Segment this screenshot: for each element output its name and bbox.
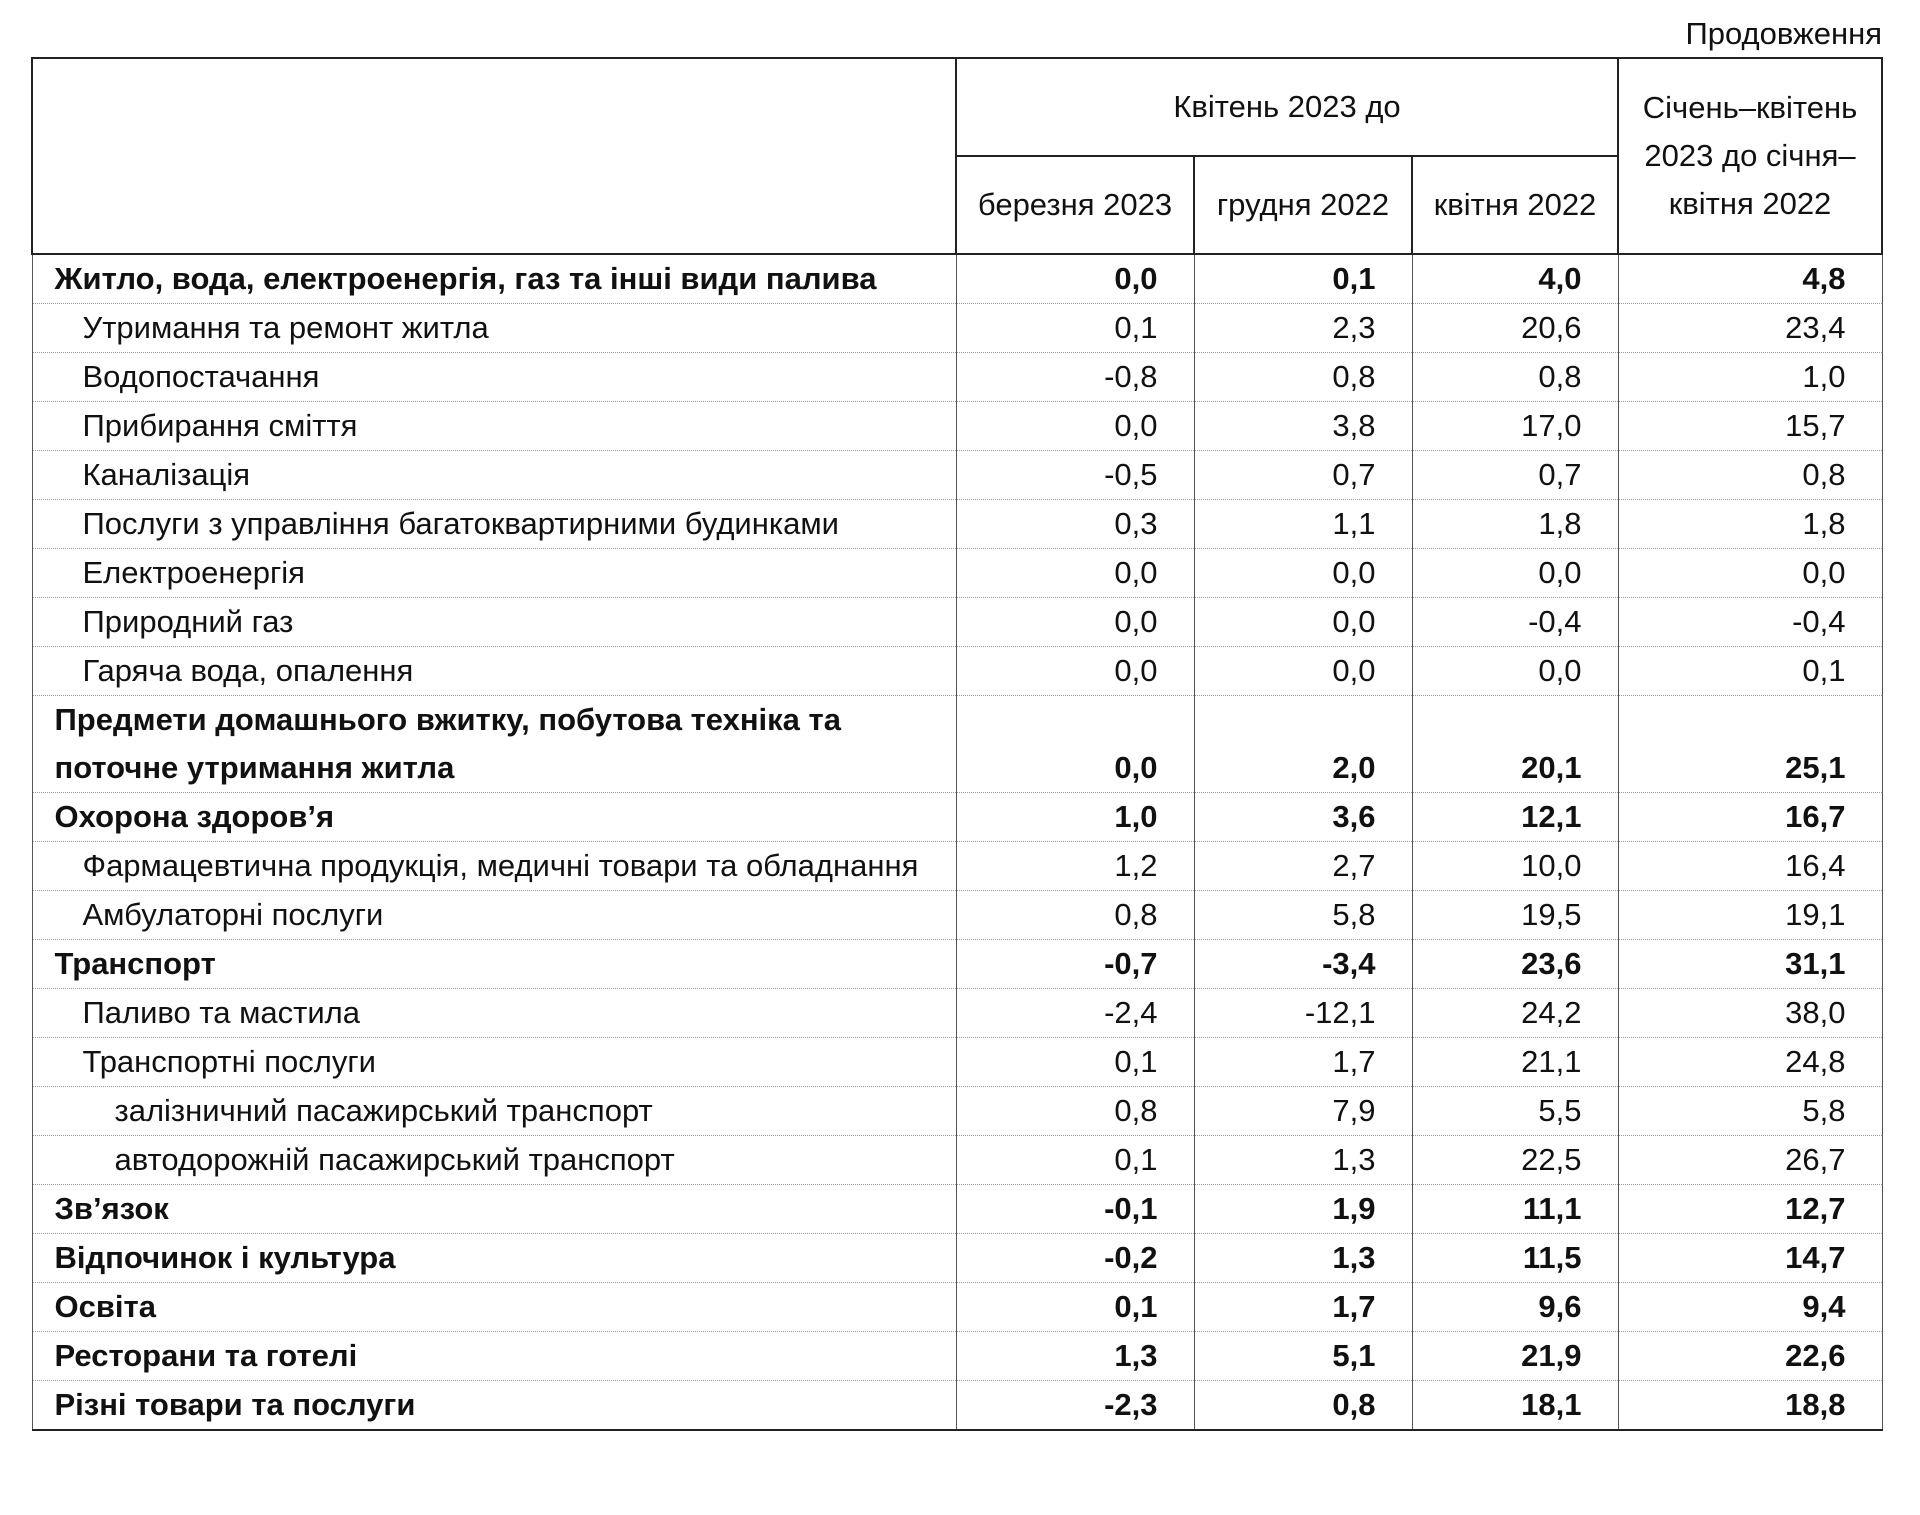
value-december-2022: -12,1 bbox=[1194, 989, 1412, 1038]
value-april-2022: 0,8 bbox=[1412, 353, 1618, 402]
value-december-2022: 1,1 bbox=[1194, 500, 1412, 549]
row-label: Каналізація bbox=[32, 451, 956, 500]
price-index-table bbox=[31, 57, 1883, 1431]
value-march-2023: 0,1 bbox=[956, 1136, 1194, 1185]
value-march-2023: -0,8 bbox=[956, 353, 1194, 402]
value-cumulative: 1,8 bbox=[1618, 500, 1882, 549]
table-row bbox=[32, 647, 1882, 696]
table-row bbox=[32, 598, 1882, 647]
value-december-2022: 0,7 bbox=[1194, 451, 1412, 500]
row-label: Відпочинок і культура bbox=[32, 1234, 956, 1283]
value-december-2022: 0,0 bbox=[1194, 598, 1412, 647]
value-december-2022: 7,9 bbox=[1194, 1087, 1412, 1136]
row-label: Амбулаторні послуги bbox=[32, 891, 956, 940]
row-label: Освіта bbox=[32, 1283, 956, 1332]
row-label: Водопостачання bbox=[32, 353, 956, 402]
header-col-december-2022: грудня 2022 bbox=[1194, 156, 1412, 254]
value-april-2022: 12,1 bbox=[1412, 793, 1618, 842]
value-cumulative: 15,7 bbox=[1618, 402, 1882, 451]
row-label: залізничний пасажирський транспорт bbox=[32, 1087, 956, 1136]
value-april-2022: 19,5 bbox=[1412, 891, 1618, 940]
value-cumulative: 26,7 bbox=[1618, 1136, 1882, 1185]
value-april-2022: 18,1 bbox=[1412, 1381, 1618, 1431]
value-cumulative: 5,8 bbox=[1618, 1087, 1882, 1136]
value-april-2022: 23,6 bbox=[1412, 940, 1618, 989]
value-april-2022: 9,6 bbox=[1412, 1283, 1618, 1332]
value-december-2022: 0,0 bbox=[1194, 647, 1412, 696]
value-april-2022: 0,0 bbox=[1412, 647, 1618, 696]
continuation-label: Продовження bbox=[1685, 16, 1882, 51]
row-label: Зв’язок bbox=[32, 1185, 956, 1234]
row-label: Гаряча вода, опалення bbox=[32, 647, 956, 696]
value-march-2023: 1,3 bbox=[956, 1332, 1194, 1381]
row-label: Прибирання сміття bbox=[32, 402, 956, 451]
value-december-2022: 1,7 bbox=[1194, 1038, 1412, 1087]
value-cumulative: -0,4 bbox=[1618, 598, 1882, 647]
row-label: Утримання та ремонт житла bbox=[32, 304, 956, 353]
value-march-2023: -0,7 bbox=[956, 940, 1194, 989]
header-col-april-2022: квітня 2022 bbox=[1412, 156, 1618, 254]
row-label: автодорожній пасажирський транспорт bbox=[32, 1136, 956, 1185]
value-march-2023: 1,0 bbox=[956, 793, 1194, 842]
table-row bbox=[32, 304, 1882, 353]
value-april-2022: 0,7 bbox=[1412, 451, 1618, 500]
value-march-2023: -2,3 bbox=[956, 1381, 1194, 1431]
table-row bbox=[32, 1283, 1882, 1332]
value-cumulative: 22,6 bbox=[1618, 1332, 1882, 1381]
row-label: Електроенергія bbox=[32, 549, 956, 598]
value-december-2022: 2,7 bbox=[1194, 842, 1412, 891]
value-april-2022: 20,6 bbox=[1412, 304, 1618, 353]
table-row bbox=[32, 549, 1882, 598]
value-march-2023: -0,5 bbox=[956, 451, 1194, 500]
table-row bbox=[32, 842, 1882, 891]
value-december-2022: 1,7 bbox=[1194, 1283, 1412, 1332]
value-december-2022: 3,6 bbox=[1194, 793, 1412, 842]
value-april-2022: 21,1 bbox=[1412, 1038, 1618, 1087]
value-march-2023: 1,2 bbox=[956, 842, 1194, 891]
row-label: Транспортні послуги bbox=[32, 1038, 956, 1087]
value-december-2022: 1,3 bbox=[1194, 1136, 1412, 1185]
value-december-2022: -3,4 bbox=[1194, 940, 1412, 989]
table-row bbox=[32, 451, 1882, 500]
value-december-2022: 2,3 bbox=[1194, 304, 1412, 353]
value-april-2022: 11,5 bbox=[1412, 1234, 1618, 1283]
header-cumulative: Січень–квітень 2023 до січня–квітня 2022 bbox=[1618, 58, 1882, 254]
value-april-2022: 10,0 bbox=[1412, 842, 1618, 891]
value-december-2022: 0,8 bbox=[1194, 353, 1412, 402]
value-april-2022: 5,5 bbox=[1412, 1087, 1618, 1136]
value-cumulative: 12,7 bbox=[1618, 1185, 1882, 1234]
value-march-2023: 0,0 bbox=[956, 402, 1194, 451]
row-label: Послуги з управління багатоквартирними будинками bbox=[32, 500, 956, 549]
row-label: Паливо та мастила bbox=[32, 989, 956, 1038]
value-cumulative: 31,1 bbox=[1618, 940, 1882, 989]
value-march-2023: -0,2 bbox=[956, 1234, 1194, 1283]
value-december-2022: 0,0 bbox=[1194, 549, 1412, 598]
value-cumulative: 24,8 bbox=[1618, 1038, 1882, 1087]
value-december-2022: 2,0 bbox=[1194, 696, 1412, 793]
value-march-2023: 0,8 bbox=[956, 891, 1194, 940]
row-label: Предмети домашнього вжитку, побутова техніка та поточне утримання житла bbox=[32, 696, 956, 793]
value-december-2022: 1,3 bbox=[1194, 1234, 1412, 1283]
value-cumulative: 19,1 bbox=[1618, 891, 1882, 940]
row-label: Охорона здоров’я bbox=[32, 793, 956, 842]
row-label: Ресторани та готелі bbox=[32, 1332, 956, 1381]
value-march-2023: 0,3 bbox=[956, 500, 1194, 549]
row-label: Різні товари та послуги bbox=[32, 1381, 956, 1431]
value-cumulative: 9,4 bbox=[1618, 1283, 1882, 1332]
table-row bbox=[32, 402, 1882, 451]
value-cumulative: 18,8 bbox=[1618, 1381, 1882, 1431]
value-april-2022: 1,8 bbox=[1412, 500, 1618, 549]
value-april-2022: 21,9 bbox=[1412, 1332, 1618, 1381]
value-march-2023: 0,1 bbox=[956, 304, 1194, 353]
value-cumulative: 0,0 bbox=[1618, 549, 1882, 598]
value-cumulative: 38,0 bbox=[1618, 989, 1882, 1038]
value-cumulative: 4,8 bbox=[1618, 254, 1882, 304]
table-row bbox=[32, 1381, 1882, 1431]
table-row bbox=[32, 500, 1882, 549]
value-march-2023: 0,0 bbox=[956, 549, 1194, 598]
value-april-2022: 4,0 bbox=[1412, 254, 1618, 304]
header-row-group bbox=[32, 58, 1882, 156]
value-april-2022: 22,5 bbox=[1412, 1136, 1618, 1185]
value-cumulative: 23,4 bbox=[1618, 304, 1882, 353]
value-march-2023: 0,1 bbox=[956, 1283, 1194, 1332]
table-row bbox=[32, 989, 1882, 1038]
value-cumulative: 1,0 bbox=[1618, 353, 1882, 402]
value-march-2023: 0,8 bbox=[956, 1087, 1194, 1136]
table-row bbox=[32, 254, 1882, 304]
value-march-2023: 0,1 bbox=[956, 1038, 1194, 1087]
value-december-2022: 0,1 bbox=[1194, 254, 1412, 304]
value-march-2023: 0,0 bbox=[956, 598, 1194, 647]
value-april-2022: 17,0 bbox=[1412, 402, 1618, 451]
value-cumulative: 14,7 bbox=[1618, 1234, 1882, 1283]
value-march-2023: -0,1 bbox=[956, 1185, 1194, 1234]
table-row bbox=[32, 1185, 1882, 1234]
value-april-2022: 20,1 bbox=[1412, 696, 1618, 793]
value-december-2022: 5,8 bbox=[1194, 891, 1412, 940]
value-march-2023: 0,0 bbox=[956, 696, 1194, 793]
table-row bbox=[32, 1234, 1882, 1283]
header-col-march-2023: березня 2023 bbox=[956, 156, 1194, 254]
row-label: Житло, вода, електроенергія, газ та інші види палива bbox=[32, 254, 956, 304]
value-march-2023: 0,0 bbox=[956, 647, 1194, 696]
value-march-2023: 0,0 bbox=[956, 254, 1194, 304]
value-december-2022: 3,8 bbox=[1194, 402, 1412, 451]
value-april-2022: -0,4 bbox=[1412, 598, 1618, 647]
value-cumulative: 0,8 bbox=[1618, 451, 1882, 500]
value-cumulative: 25,1 bbox=[1618, 696, 1882, 793]
value-cumulative: 0,1 bbox=[1618, 647, 1882, 696]
value-april-2022: 24,2 bbox=[1412, 989, 1618, 1038]
table-row bbox=[32, 1087, 1882, 1136]
table-row bbox=[32, 891, 1882, 940]
table-row bbox=[32, 353, 1882, 402]
value-december-2022: 5,1 bbox=[1194, 1332, 1412, 1381]
table-row bbox=[32, 940, 1882, 989]
table-row bbox=[32, 1332, 1882, 1381]
table-row bbox=[32, 1038, 1882, 1087]
row-label: Природний газ bbox=[32, 598, 956, 647]
value-december-2022: 1,9 bbox=[1194, 1185, 1412, 1234]
value-cumulative: 16,4 bbox=[1618, 842, 1882, 891]
table-row bbox=[32, 1136, 1882, 1185]
table-row bbox=[32, 793, 1882, 842]
row-label: Фармацевтична продукція, медичні товари та обладнання bbox=[32, 842, 956, 891]
table-row bbox=[32, 696, 1882, 793]
table-body bbox=[32, 254, 1882, 1430]
value-cumulative: 16,7 bbox=[1618, 793, 1882, 842]
header-period-group: Квітень 2023 до bbox=[956, 58, 1618, 156]
value-april-2022: 0,0 bbox=[1412, 549, 1618, 598]
value-march-2023: -2,4 bbox=[956, 989, 1194, 1038]
value-april-2022: 11,1 bbox=[1412, 1185, 1618, 1234]
header-corner bbox=[32, 58, 956, 254]
value-december-2022: 0,8 bbox=[1194, 1381, 1412, 1431]
row-label: Транспорт bbox=[32, 940, 956, 989]
